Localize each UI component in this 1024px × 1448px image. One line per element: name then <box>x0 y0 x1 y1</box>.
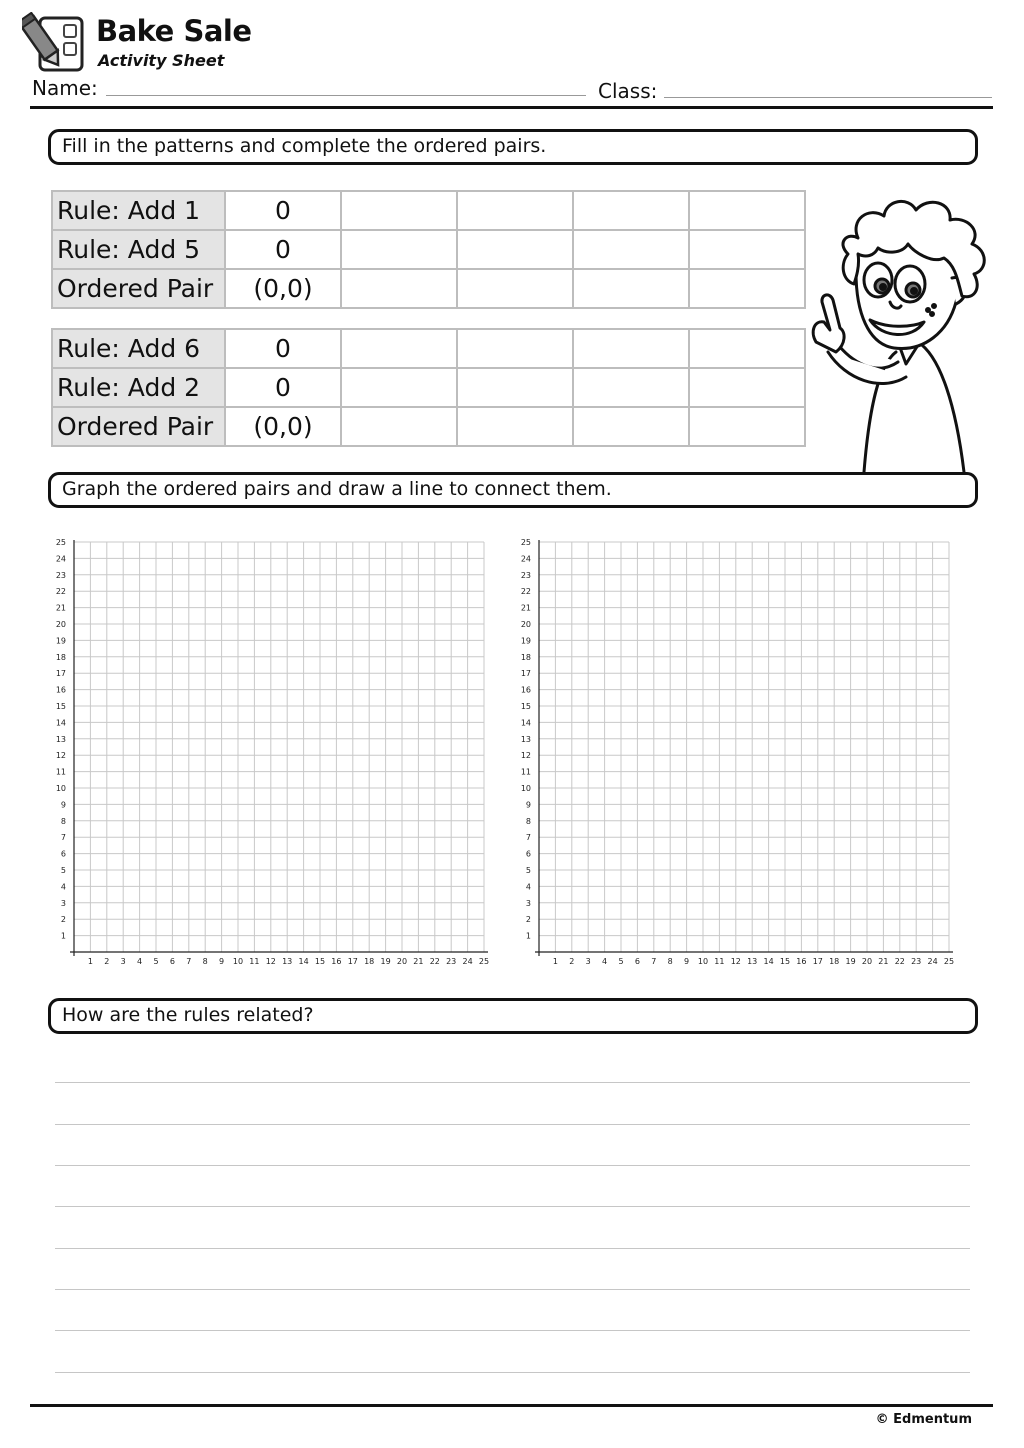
x-tick-label: 2 <box>104 957 110 966</box>
y-tick-label: 10 <box>55 784 66 793</box>
x-tick-label: 23 <box>911 957 922 966</box>
x-tick-label: 2 <box>569 957 575 966</box>
class-label: Class: <box>598 79 658 103</box>
x-tick-label: 24 <box>462 957 473 966</box>
answer-cell[interactable] <box>457 329 573 368</box>
y-tick-label: 23 <box>55 570 66 580</box>
answer-cell[interactable] <box>573 269 689 308</box>
y-tick-label: 5 <box>60 866 66 875</box>
y-tick-label: 9 <box>525 800 531 810</box>
y-tick-label: 22 <box>520 587 531 597</box>
y-tick-label: 4 <box>60 882 66 892</box>
x-tick-label: 21 <box>878 957 889 966</box>
answer-cell[interactable] <box>457 368 573 407</box>
x-tick-label: 5 <box>618 957 624 966</box>
answer-cell[interactable] <box>341 368 457 407</box>
x-tick-label: 16 <box>331 957 342 966</box>
x-tick-label: 4 <box>602 957 608 966</box>
y-tick-label: 7 <box>525 833 531 843</box>
x-tick-label: 21 <box>413 957 424 966</box>
x-tick-label: 20 <box>396 957 408 966</box>
x-tick-label: 22 <box>429 957 440 966</box>
answer-cell[interactable] <box>689 329 805 368</box>
x-tick-label: 14 <box>298 957 309 966</box>
name-field[interactable] <box>106 95 586 96</box>
x-tick-label: 5 <box>153 957 159 966</box>
y-tick-label: 12 <box>55 751 66 761</box>
answer-cell[interactable] <box>457 269 573 308</box>
x-tick-label: 3 <box>585 957 591 966</box>
x-tick-label: 10 <box>232 957 244 966</box>
writing-line[interactable] <box>55 1330 970 1331</box>
y-tick-label: 18 <box>55 652 66 662</box>
row-label: Rule: Add 1 <box>52 191 225 230</box>
logo-icon <box>22 12 88 74</box>
x-tick-label: 18 <box>829 957 840 966</box>
y-tick-label: 2 <box>60 915 66 925</box>
y-tick-label: 21 <box>55 603 66 613</box>
y-tick-label: 3 <box>60 898 66 908</box>
table-row <box>52 269 805 308</box>
answer-cell[interactable] <box>689 407 805 446</box>
class-field[interactable] <box>664 97 992 98</box>
x-tick-label: 11 <box>714 957 725 966</box>
answer-cell[interactable] <box>341 329 457 368</box>
x-tick-label: 17 <box>347 957 358 966</box>
answer-cell[interactable] <box>341 407 457 446</box>
x-tick-label: 6 <box>634 957 640 966</box>
x-tick-label: 3 <box>120 957 126 966</box>
row-label: Rule: Add 2 <box>52 368 225 407</box>
x-tick-label: 24 <box>927 957 938 966</box>
y-tick-label: 1 <box>60 931 66 941</box>
y-tick-label: 14 <box>520 718 531 728</box>
y-tick-label: 22 <box>55 587 66 597</box>
name-label: Name: <box>32 76 98 100</box>
instruction-graph: Graph the ordered pairs and draw a line to connect them. <box>48 472 978 508</box>
answer-cell[interactable] <box>689 368 805 407</box>
table-cell: (0,0) <box>225 269 341 308</box>
writing-line[interactable] <box>55 1248 970 1249</box>
y-tick-label: 16 <box>520 685 531 695</box>
writing-line[interactable] <box>55 1124 970 1125</box>
answer-cell[interactable] <box>573 407 689 446</box>
header-divider <box>30 106 993 109</box>
y-tick-label: 9 <box>60 800 66 810</box>
y-tick-label: 20 <box>520 620 531 629</box>
x-tick-label: 13 <box>747 957 758 966</box>
answer-cell[interactable] <box>457 191 573 230</box>
table-row <box>52 329 805 368</box>
coordinate-grids-svg <box>48 530 968 970</box>
table-cell: 0 <box>225 368 341 407</box>
answer-cell[interactable] <box>457 407 573 446</box>
x-tick-label: 19 <box>380 957 391 966</box>
x-tick-label: 10 <box>697 957 709 966</box>
instruction-patterns: Fill in the patterns and complete the ordered pairs. <box>48 129 978 165</box>
y-tick-label: 19 <box>520 636 531 646</box>
x-tick-label: 8 <box>667 957 673 966</box>
x-tick-label: 1 <box>552 957 558 966</box>
answer-cell[interactable] <box>573 230 689 269</box>
x-tick-label: 14 <box>763 957 774 966</box>
writing-line[interactable] <box>55 1206 970 1207</box>
x-tick-label: 16 <box>796 957 807 966</box>
y-tick-label: 2 <box>525 915 531 925</box>
x-tick-label: 13 <box>282 957 293 966</box>
y-tick-label: 15 <box>55 702 66 711</box>
x-tick-label: 6 <box>169 957 175 966</box>
y-tick-label: 12 <box>520 751 531 761</box>
x-tick-label: 12 <box>730 957 741 966</box>
cartoon-boy-illustration <box>806 192 996 472</box>
writing-line[interactable] <box>55 1289 970 1290</box>
footer-divider <box>30 1404 993 1407</box>
y-tick-label: 5 <box>525 866 531 875</box>
page-subtitle: Activity Sheet <box>98 51 225 70</box>
writing-line[interactable] <box>55 1082 970 1083</box>
y-tick-label: 24 <box>55 554 66 564</box>
pattern-table-2 <box>51 328 806 447</box>
y-tick-label: 13 <box>520 734 531 744</box>
copyright: © Edmentum <box>875 1412 972 1427</box>
y-tick-label: 8 <box>60 816 66 826</box>
row-label: Ordered Pair <box>52 269 225 308</box>
answer-cell[interactable] <box>341 230 457 269</box>
y-tick-label: 25 <box>55 538 66 547</box>
row-label: Ordered Pair <box>52 407 225 446</box>
x-tick-label: 7 <box>651 957 657 966</box>
y-tick-label: 20 <box>55 620 66 629</box>
y-tick-label: 17 <box>55 669 66 679</box>
x-tick-label: 20 <box>861 957 873 966</box>
y-tick-label: 17 <box>520 669 531 679</box>
answer-cell[interactable] <box>689 269 805 308</box>
y-tick-label: 11 <box>55 767 66 777</box>
x-tick-label: 1 <box>87 957 93 966</box>
answer-cell[interactable] <box>573 191 689 230</box>
x-tick-label: 9 <box>684 957 690 966</box>
answer-cell[interactable] <box>341 269 457 308</box>
table-cell: (0,0) <box>225 407 341 446</box>
y-tick-label: 24 <box>520 554 531 564</box>
y-tick-label: 11 <box>520 767 531 777</box>
table-row <box>52 191 805 230</box>
x-tick-label: 7 <box>186 957 192 966</box>
y-tick-label: 15 <box>520 702 531 711</box>
x-tick-label: 25 <box>478 957 490 966</box>
y-tick-label: 23 <box>520 570 531 580</box>
y-tick-label: 8 <box>525 816 531 826</box>
y-tick-label: 13 <box>55 734 66 744</box>
answer-cell[interactable] <box>573 329 689 368</box>
table-cell: 0 <box>225 191 341 230</box>
x-tick-label: 25 <box>943 957 955 966</box>
x-tick-label: 23 <box>446 957 457 966</box>
x-tick-label: 15 <box>314 957 326 966</box>
table-row <box>52 407 805 446</box>
table-row <box>52 230 805 269</box>
x-tick-label: 17 <box>812 957 823 966</box>
answer-cell[interactable] <box>689 230 805 269</box>
x-tick-label: 9 <box>219 957 225 966</box>
table-row <box>52 368 805 407</box>
answer-cell[interactable] <box>457 230 573 269</box>
y-tick-label: 18 <box>520 652 531 662</box>
y-tick-label: 16 <box>55 685 66 695</box>
y-tick-label: 6 <box>525 849 531 859</box>
answer-cell[interactable] <box>573 368 689 407</box>
table-cell: 0 <box>225 329 341 368</box>
writing-line[interactable] <box>55 1165 970 1166</box>
y-tick-label: 4 <box>525 882 531 892</box>
x-tick-label: 4 <box>137 957 143 966</box>
instruction-related: How are the rules related? <box>48 998 978 1034</box>
y-tick-label: 3 <box>525 898 531 908</box>
row-label: Rule: Add 6 <box>52 329 225 368</box>
y-tick-label: 7 <box>60 833 66 843</box>
answer-cell[interactable] <box>341 191 457 230</box>
table-cell: 0 <box>225 230 341 269</box>
y-tick-label: 21 <box>520 603 531 613</box>
x-tick-label: 22 <box>894 957 905 966</box>
x-tick-label: 11 <box>249 957 260 966</box>
y-tick-label: 25 <box>520 538 531 547</box>
x-tick-label: 19 <box>845 957 856 966</box>
answer-cell[interactable] <box>689 191 805 230</box>
x-tick-label: 12 <box>265 957 276 966</box>
coordinate-grids <box>48 530 968 974</box>
writing-line[interactable] <box>55 1372 970 1373</box>
x-tick-label: 8 <box>202 957 208 966</box>
y-tick-label: 14 <box>55 718 66 728</box>
y-tick-label: 6 <box>60 849 66 859</box>
y-tick-label: 10 <box>520 784 531 793</box>
pattern-table-1 <box>51 190 806 309</box>
x-tick-label: 15 <box>779 957 791 966</box>
y-tick-label: 1 <box>525 931 531 941</box>
x-tick-label: 18 <box>364 957 375 966</box>
y-tick-label: 19 <box>55 636 66 646</box>
row-label: Rule: Add 5 <box>52 230 225 269</box>
page-title: Bake Sale <box>96 14 252 48</box>
